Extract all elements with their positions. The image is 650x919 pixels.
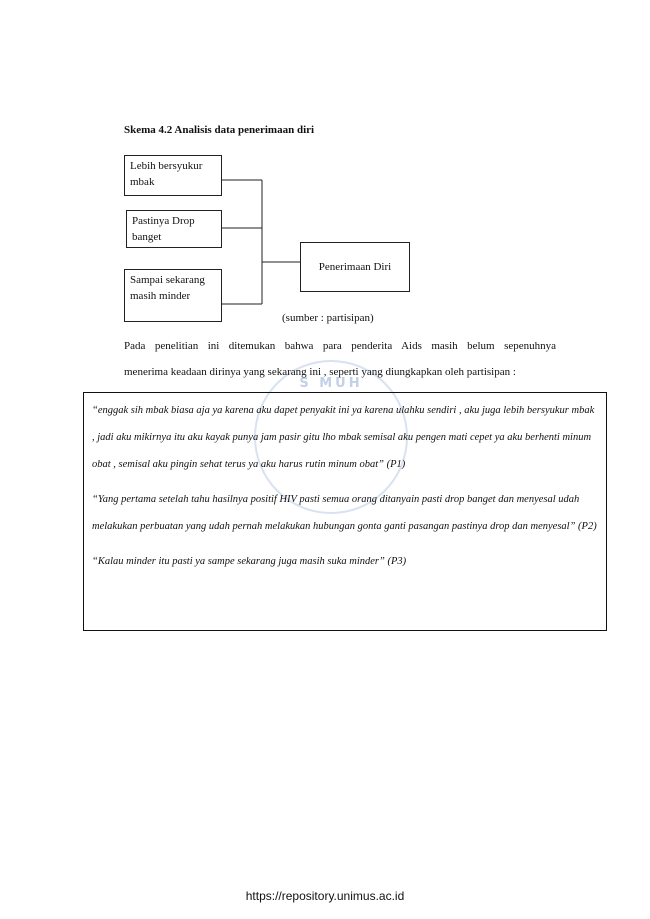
quote-p2: “Yang pertama setelah tahu hasilnya positif HIV pasti semua orang ditanyain pasti drop banget dan menyesal udah melakukan perbuatan yang udah pernah melakukan hubungan gonta ganti pasangan pastinya drop dan menyesal” (P2) — [92, 494, 597, 532]
scheme-title: Skema 4.2 Analisis data penerimaan diri — [124, 124, 315, 136]
interview-quotes-box — [83, 392, 607, 631]
scheme-input-box-2: Pastinya Drop banget — [126, 210, 222, 248]
scheme-source: (sumber : partisipan) — [282, 312, 374, 324]
scheme-output-box: Penerimaan Diri — [300, 242, 410, 292]
scheme-input-box-1: Lebih bersyukur mbak — [124, 155, 222, 196]
scheme-input-box-3: Sampai sekarang masih minder — [124, 269, 222, 322]
quote-p1: “enggak sih mbak biasa aja ya karena aku dapet penyakit ini ya karena ulahku sendiri , aku juga lebih bersyukur mbak , jadi aku mikirnya itu aku kayak punya jam pasir gitu lho mbak semisal aku pengen mati cepet ya aku berhenti minum obat , semisal aku pingin sehat terus ya aku harus rutin minum obat” (P1) — [92, 405, 595, 470]
body-paragraph-line-2: menerima keadaan dirinya yang sekarang ini , seperti yang diungkapkan oleh partisipan : — [124, 366, 516, 378]
footer-repository-url[interactable]: https://repository.unimus.ac.id — [245, 889, 405, 903]
watermark-text: S MUH — [299, 376, 363, 391]
body-paragraph-line-1: Pada penelitian ini ditemukan bahwa para penderita Aids masih belum sepenuhnya — [124, 340, 556, 352]
quote-p3: “Kalau minder itu pasti ya sampe sekarang juga masih suka minder” (P3) — [92, 556, 407, 567]
